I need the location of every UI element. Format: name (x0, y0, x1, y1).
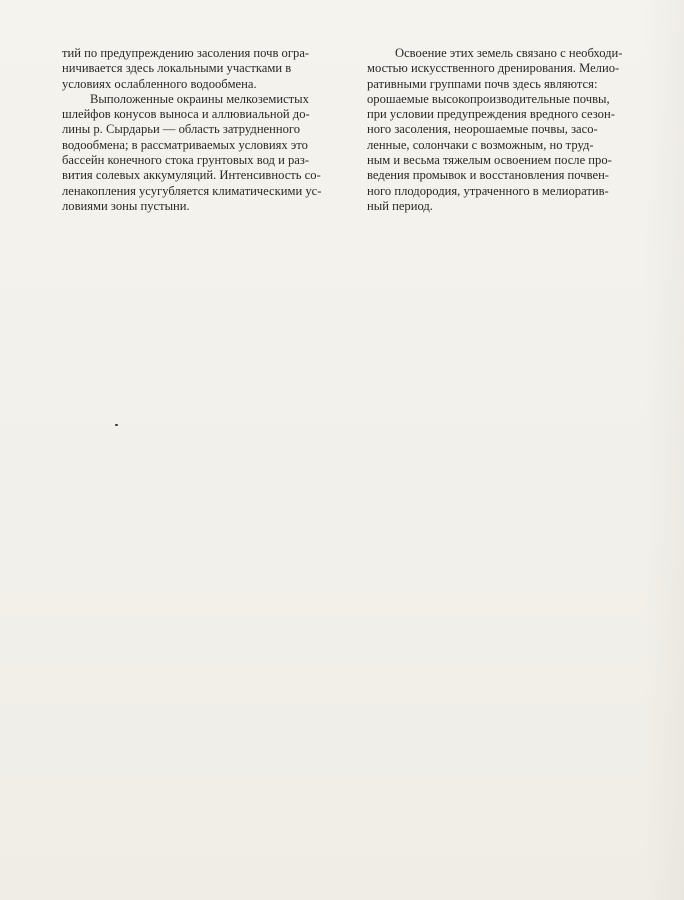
text-line: ловиями зоны пустыни. (62, 198, 190, 213)
text-line: условиях ослабленного водообмена. (62, 76, 257, 91)
text-line: шлейфов конусов выноса и аллювиальной до- (62, 107, 310, 122)
text-line: бассейн конечного стока грунтовых вод и раз- (62, 153, 310, 168)
text-line: тий по предупреждению засоления почв огра- (62, 46, 310, 60)
paragraph-1 (62, 46, 337, 92)
paragraph-2 (62, 92, 337, 214)
text-line: ведения промывок и восстановления почвен- (367, 168, 609, 183)
paragraph-3 (367, 46, 647, 214)
right-text-column (367, 46, 647, 214)
text-line: Освоение этих земель связано с необходи- (395, 46, 623, 60)
text-line: Выположенные окраины мелкоземистых (90, 91, 309, 106)
text-line: при условии предупреждения вредного сезон- (367, 107, 615, 122)
text-line: ного плодородия, утраченного в мелиоратив- (367, 183, 609, 198)
text-line: ничивается здесь локальными участками в (62, 61, 292, 76)
text-line: водообмена; в рассматриваемых условиях это (62, 137, 308, 152)
text-line: мостью искусственного дренирования. Мелио- (367, 61, 620, 76)
text-line: орошаемые высокопроизводительные почвы, (367, 91, 610, 106)
text-line: ный период. (367, 198, 433, 213)
text-line: ленакопления усугубляется климатическими ус- (62, 183, 322, 198)
ink-speck (115, 424, 118, 426)
left-text-column (62, 46, 337, 214)
text-line: ным и весьма тяжелым освоением после про- (367, 153, 612, 168)
text-line: вития солевых аккумуляций. Интенсивность со- (62, 168, 321, 183)
text-line: лины р. Сырдарьи — область затрудненного (62, 122, 301, 137)
page-edge-shading (644, 0, 684, 900)
text-line: ративными группами почв здесь являются: (367, 76, 598, 91)
text-line: ленные, солончаки с возможным, но труд- (367, 137, 594, 152)
text-line: ного засоления, неорошаемые почвы, засо- (367, 122, 598, 137)
